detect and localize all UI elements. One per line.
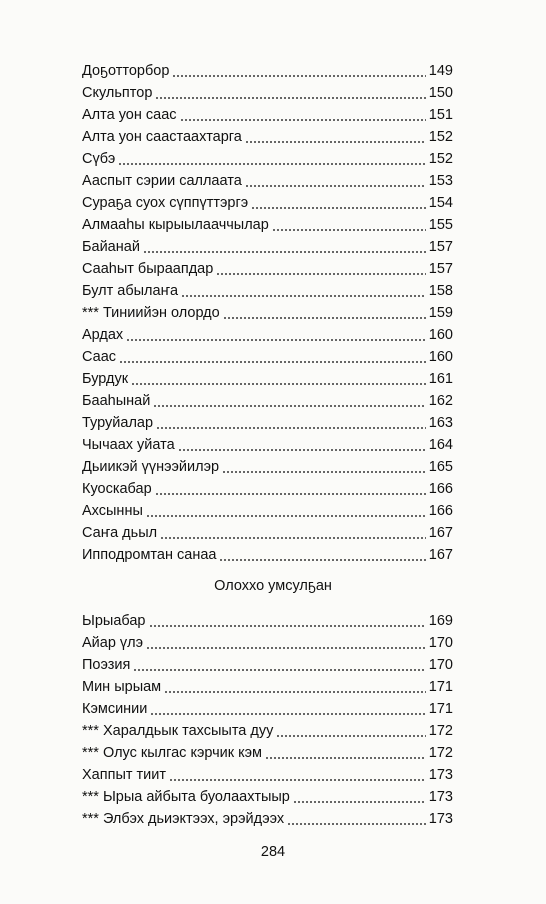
toc-entry-page: 171 bbox=[428, 679, 453, 695]
toc-entry bbox=[82, 148, 453, 168]
toc-entry bbox=[82, 170, 453, 190]
toc-entry bbox=[82, 654, 453, 674]
toc-entry-page: 163 bbox=[428, 415, 453, 431]
dot-leader bbox=[146, 636, 426, 650]
toc-entry bbox=[82, 544, 453, 564]
toc-entry-title: Бааһынай bbox=[82, 393, 151, 409]
toc-entry-title: Ипподромтан санаа bbox=[82, 547, 217, 563]
toc-entry-title: Мин ырыам bbox=[82, 679, 162, 695]
dot-leader bbox=[223, 306, 426, 320]
dot-leader bbox=[181, 284, 426, 298]
toc-entry bbox=[82, 412, 453, 432]
section-heading: Олоххо умсулҕан bbox=[214, 578, 332, 594]
dot-leader bbox=[245, 174, 426, 188]
toc-entry-page: 170 bbox=[428, 657, 453, 673]
dot-leader bbox=[287, 812, 426, 826]
toc-entry bbox=[82, 698, 453, 718]
toc-entry-page: 150 bbox=[428, 85, 453, 101]
dot-leader bbox=[155, 86, 425, 100]
toc-entry-page: 172 bbox=[428, 745, 453, 761]
toc-entry-page: 153 bbox=[428, 173, 453, 189]
toc-entry-page: 173 bbox=[428, 811, 453, 827]
toc-entry-title: Ааспыт сэрии саллаата bbox=[82, 173, 242, 189]
toc-entry-title: Туруйалар bbox=[82, 415, 154, 431]
dot-leader bbox=[245, 130, 426, 144]
toc-entry bbox=[82, 478, 453, 498]
toc-entry-title: *** Элбэх дьиэктээх, эрэйдээх bbox=[82, 811, 285, 827]
toc-entry-title: Скульптор bbox=[82, 85, 153, 101]
toc-entry bbox=[82, 126, 453, 146]
toc-entry-page: 165 bbox=[428, 459, 453, 475]
dot-leader bbox=[118, 152, 426, 166]
toc-entry-page: 160 bbox=[428, 349, 453, 365]
dot-leader bbox=[222, 460, 426, 474]
toc-entry-page: 162 bbox=[428, 393, 453, 409]
dot-leader bbox=[216, 262, 426, 276]
toc-entry-title: Саас bbox=[82, 349, 117, 365]
toc-entry-title: Алта уон саас bbox=[82, 107, 177, 123]
dot-leader bbox=[169, 768, 426, 782]
toc-entry-title: *** Олус кылгас кэрчик кэм bbox=[82, 745, 262, 761]
toc-entry-title: Байанай bbox=[82, 239, 140, 255]
toc-entry-page: 173 bbox=[428, 789, 453, 805]
toc-entry-page: 166 bbox=[428, 503, 453, 519]
dot-leader bbox=[251, 196, 426, 210]
dot-leader bbox=[155, 482, 426, 496]
toc-entry-title: Айар үлэ bbox=[82, 635, 144, 651]
toc-entry-title: Саҥа дьыл bbox=[82, 525, 158, 541]
dot-leader bbox=[265, 746, 426, 760]
dot-leader bbox=[131, 372, 426, 386]
toc-entry bbox=[82, 390, 453, 410]
toc-entry bbox=[82, 368, 453, 388]
dot-leader bbox=[146, 504, 426, 518]
toc-entry bbox=[82, 500, 453, 520]
toc-entry-page: 154 bbox=[428, 195, 453, 211]
toc-entry-page: 149 bbox=[428, 63, 453, 79]
toc-entry-page: 158 bbox=[428, 283, 453, 299]
toc-entry-title: Кэмсинии bbox=[82, 701, 148, 717]
dot-leader bbox=[293, 790, 426, 804]
toc-entry-title: Алта уон саастаахтарга bbox=[82, 129, 242, 145]
toc-entry bbox=[82, 786, 453, 806]
dot-leader bbox=[143, 240, 426, 254]
toc-entry-page: 152 bbox=[428, 129, 453, 145]
dot-leader bbox=[133, 658, 425, 672]
toc-entry bbox=[82, 280, 453, 300]
toc-entry bbox=[82, 324, 453, 344]
toc-entry-page: 167 bbox=[428, 525, 453, 541]
dot-leader bbox=[150, 702, 425, 716]
toc-entry-page: 173 bbox=[428, 767, 453, 783]
toc-entry bbox=[82, 742, 453, 762]
toc-entry-title: Сураҕа суох сүппүттэргэ bbox=[82, 195, 249, 211]
dot-leader bbox=[180, 108, 426, 122]
toc-entry-title: Хаппыт тиит bbox=[82, 767, 167, 783]
toc-entry-page: 169 bbox=[428, 613, 453, 629]
dot-leader bbox=[178, 438, 426, 452]
toc-entry-page: 157 bbox=[428, 261, 453, 277]
dot-leader bbox=[219, 548, 425, 562]
toc-entry-page: 151 bbox=[428, 107, 453, 123]
toc-entry-title: Сүбэ bbox=[82, 151, 116, 167]
page-number: 284 bbox=[260, 844, 286, 860]
toc-entry-title: Булт абылаҥа bbox=[82, 283, 179, 299]
toc-entry bbox=[82, 764, 453, 784]
toc-entry-page: 160 bbox=[428, 327, 453, 343]
dot-leader bbox=[119, 350, 426, 364]
toc-entry-page: 166 bbox=[428, 481, 453, 497]
toc-entry bbox=[82, 434, 453, 454]
toc-entry bbox=[82, 302, 453, 322]
toc-entry-title: Поэзия bbox=[82, 657, 131, 673]
toc-entry-title: *** Харалдьык тахсыыта дуу bbox=[82, 723, 274, 739]
toc-entry-title: Дьиикэй үүнээйилэр bbox=[82, 459, 220, 475]
toc-entry-title: Чычаах уйата bbox=[82, 437, 175, 453]
toc-entry-page: 157 bbox=[428, 239, 453, 255]
toc-entry bbox=[82, 632, 453, 652]
toc-entry-title: Ардах bbox=[82, 327, 124, 343]
dot-leader bbox=[272, 218, 426, 232]
toc-entry-title: *** Тиниийэн олордо bbox=[82, 305, 220, 321]
toc-entry-title: Ахсынны bbox=[82, 503, 143, 519]
toc-entry-page: 159 bbox=[428, 305, 453, 321]
toc-entry-page: 167 bbox=[428, 547, 453, 563]
toc-entry bbox=[82, 104, 453, 124]
toc-entry bbox=[82, 258, 453, 278]
toc-entry bbox=[82, 192, 453, 212]
toc-entry-page: 155 bbox=[428, 217, 453, 233]
toc-entry-page: 170 bbox=[428, 635, 453, 651]
toc-entry-title: *** Ырыа айбыта буолаахтыыр bbox=[82, 789, 290, 805]
dot-leader bbox=[153, 394, 425, 408]
dot-leader bbox=[156, 416, 426, 430]
toc-entry bbox=[82, 808, 453, 828]
toc-entry bbox=[82, 676, 453, 696]
dot-leader bbox=[149, 614, 426, 628]
toc-entry-page: 161 bbox=[428, 371, 453, 387]
toc-entry-page: 172 bbox=[428, 723, 453, 739]
dot-leader bbox=[164, 680, 426, 694]
toc-entry-page: 152 bbox=[428, 151, 453, 167]
toc-entry-page: 164 bbox=[428, 437, 453, 453]
toc-entry bbox=[82, 346, 453, 366]
toc-entry-title: Бурдук bbox=[82, 371, 129, 387]
toc-entry bbox=[82, 720, 453, 740]
toc-entry bbox=[82, 60, 453, 80]
toc-entry bbox=[82, 214, 453, 234]
toc-entry bbox=[82, 610, 453, 630]
toc-entry-title: Алмааһы кырыылааччылар bbox=[82, 217, 269, 233]
toc-entry-title: Сааһыт быраапдар bbox=[82, 261, 214, 277]
dot-leader bbox=[126, 328, 426, 342]
toc-entry bbox=[82, 82, 453, 102]
dot-leader bbox=[276, 724, 425, 738]
dot-leader bbox=[160, 526, 426, 540]
toc-entry-title: Куоскабар bbox=[82, 481, 152, 497]
toc-entry-title: Доҕотторбор bbox=[82, 63, 170, 79]
toc-entry-title: Ырыабар bbox=[82, 613, 146, 629]
toc-entry bbox=[82, 236, 453, 256]
toc-entry-page: 171 bbox=[428, 701, 453, 717]
dot-leader bbox=[172, 64, 425, 78]
toc-entry bbox=[82, 522, 453, 542]
toc-entry bbox=[82, 456, 453, 476]
